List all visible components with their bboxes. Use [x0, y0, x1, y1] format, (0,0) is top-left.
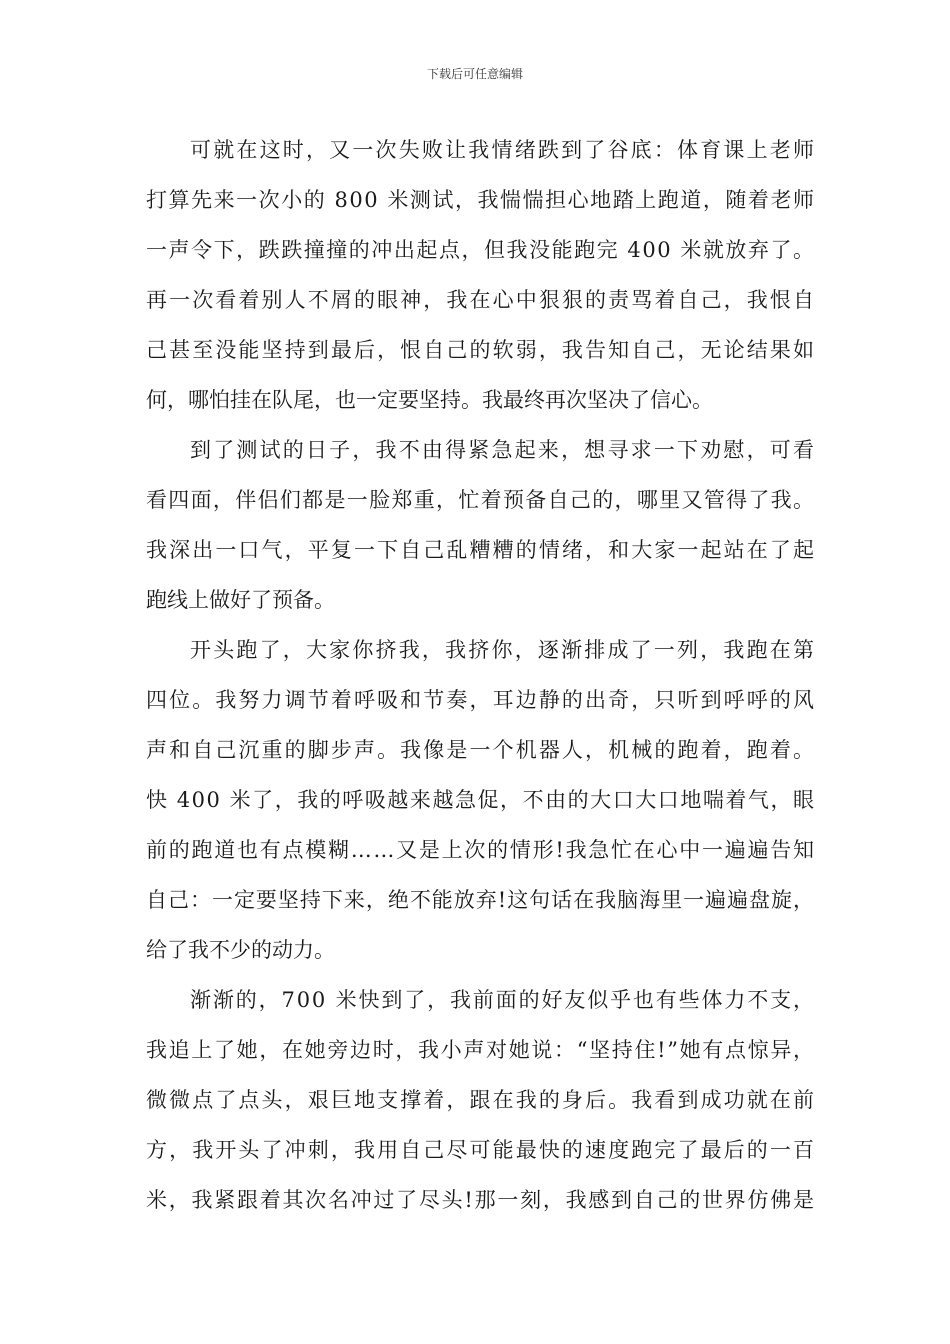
text-line [146, 878, 814, 928]
text-line [146, 728, 817, 778]
text-line [146, 578, 814, 628]
text-line [146, 1128, 817, 1178]
text-line-content: 微微点了点头，艰巨地支撑着，跟在我的身后。我看到成功就在前 [146, 1088, 817, 1112]
page-header: 下载后可任意编辑 [426, 67, 523, 81]
text-line-content: 一声令下，跌跌撞撞的冲出起点，但我没能跑完 400 米就放弃了。 [146, 238, 816, 262]
text-line-content: 自己：一定要坚持下来，绝不能放弃!这句话在我脑海里一遍遍盘旋， [146, 888, 815, 912]
text-line-content: 声和自己沉重的脚步声。我像是一个机器人，机械的跑着，跑着。 [146, 738, 817, 762]
text-line [146, 978, 814, 1028]
text-line-content: 跑线上做好了预备。 [146, 588, 335, 612]
text-line-content: 打算先来一次小的 800 米测试，我惴惴担心地踏上跑道，随着老师 [146, 188, 816, 212]
text-line-content: 给了我不少的动力。 [146, 938, 335, 962]
text-line-content: 四位。我努力调节着呼吸和节奏，耳边静的出奇，只听到呼呼的风 [146, 688, 817, 712]
text-line-content: 己甚至没能坚持到最后，恨自己的软弱，我告知自己，无论结果如 [146, 338, 817, 362]
text-line [146, 528, 817, 578]
text-line-content: 再一次看着别人不屑的眼神，我在心中狠狠的责骂着自己，我恨自 [146, 288, 817, 312]
text-line [146, 328, 817, 378]
text-line-content: 看四面，伴侣们都是一脸郑重，忙着预备自己的，哪里又管得了我。 [146, 488, 816, 512]
text-line [146, 1028, 814, 1078]
text-line-content: 我深出一口气，平复一下自己乱糟糟的情绪，和大家一起站在了起 [146, 538, 817, 562]
text-line [146, 178, 814, 228]
text-line [146, 378, 814, 428]
text-line [146, 478, 814, 528]
text-line-content: 何，哪怕挂在队尾，也一定要坚持。我最终再次坚决了信心。 [146, 388, 713, 412]
text-line [146, 278, 817, 328]
text-line-content: 开头跑了，大家你挤我，我挤你，逐渐排成了一列，我跑在第 [190, 638, 817, 662]
text-line [146, 1078, 817, 1128]
text-line [146, 928, 814, 978]
body-text [146, 128, 817, 1228]
text-line-content: 我追上了她，在她旁边时，我小声对她说：“坚持住!”她有点惊异， [146, 1038, 816, 1062]
text-line [146, 128, 817, 178]
text-line-content: 快 400 米了，我的呼吸越来越急促，不由的大口大口地喘着气，眼 [146, 788, 816, 812]
text-line [146, 628, 817, 678]
text-line-content: 前的跑道也有点模糊……又是上次的情形!我急忙在心中一遍遍告知 [146, 838, 816, 862]
text-line [146, 828, 814, 878]
text-line [146, 778, 814, 828]
text-line-content: 可就在这时，又一次失败让我情绪跌到了谷底：体育课上老师 [190, 138, 817, 162]
text-line [146, 678, 817, 728]
text-line-content: 米，我紧跟着其次名冲过了尽头!那一刻，我感到自己的世界仿佛是 [146, 1188, 816, 1212]
text-line-content: 方，我开头了冲刺，我用自己尽可能最快的速度跑完了最后的一百 [146, 1138, 817, 1162]
text-line [146, 228, 814, 278]
text-line-content: 到了测试的日子，我不由得紧急起来，想寻求一下劝慰，可看 [190, 438, 817, 462]
text-line [146, 1178, 814, 1228]
text-line [146, 428, 817, 478]
text-line-content: 渐渐的，700 米快到了，我前面的好友似乎也有些体力不支， [190, 988, 816, 1012]
